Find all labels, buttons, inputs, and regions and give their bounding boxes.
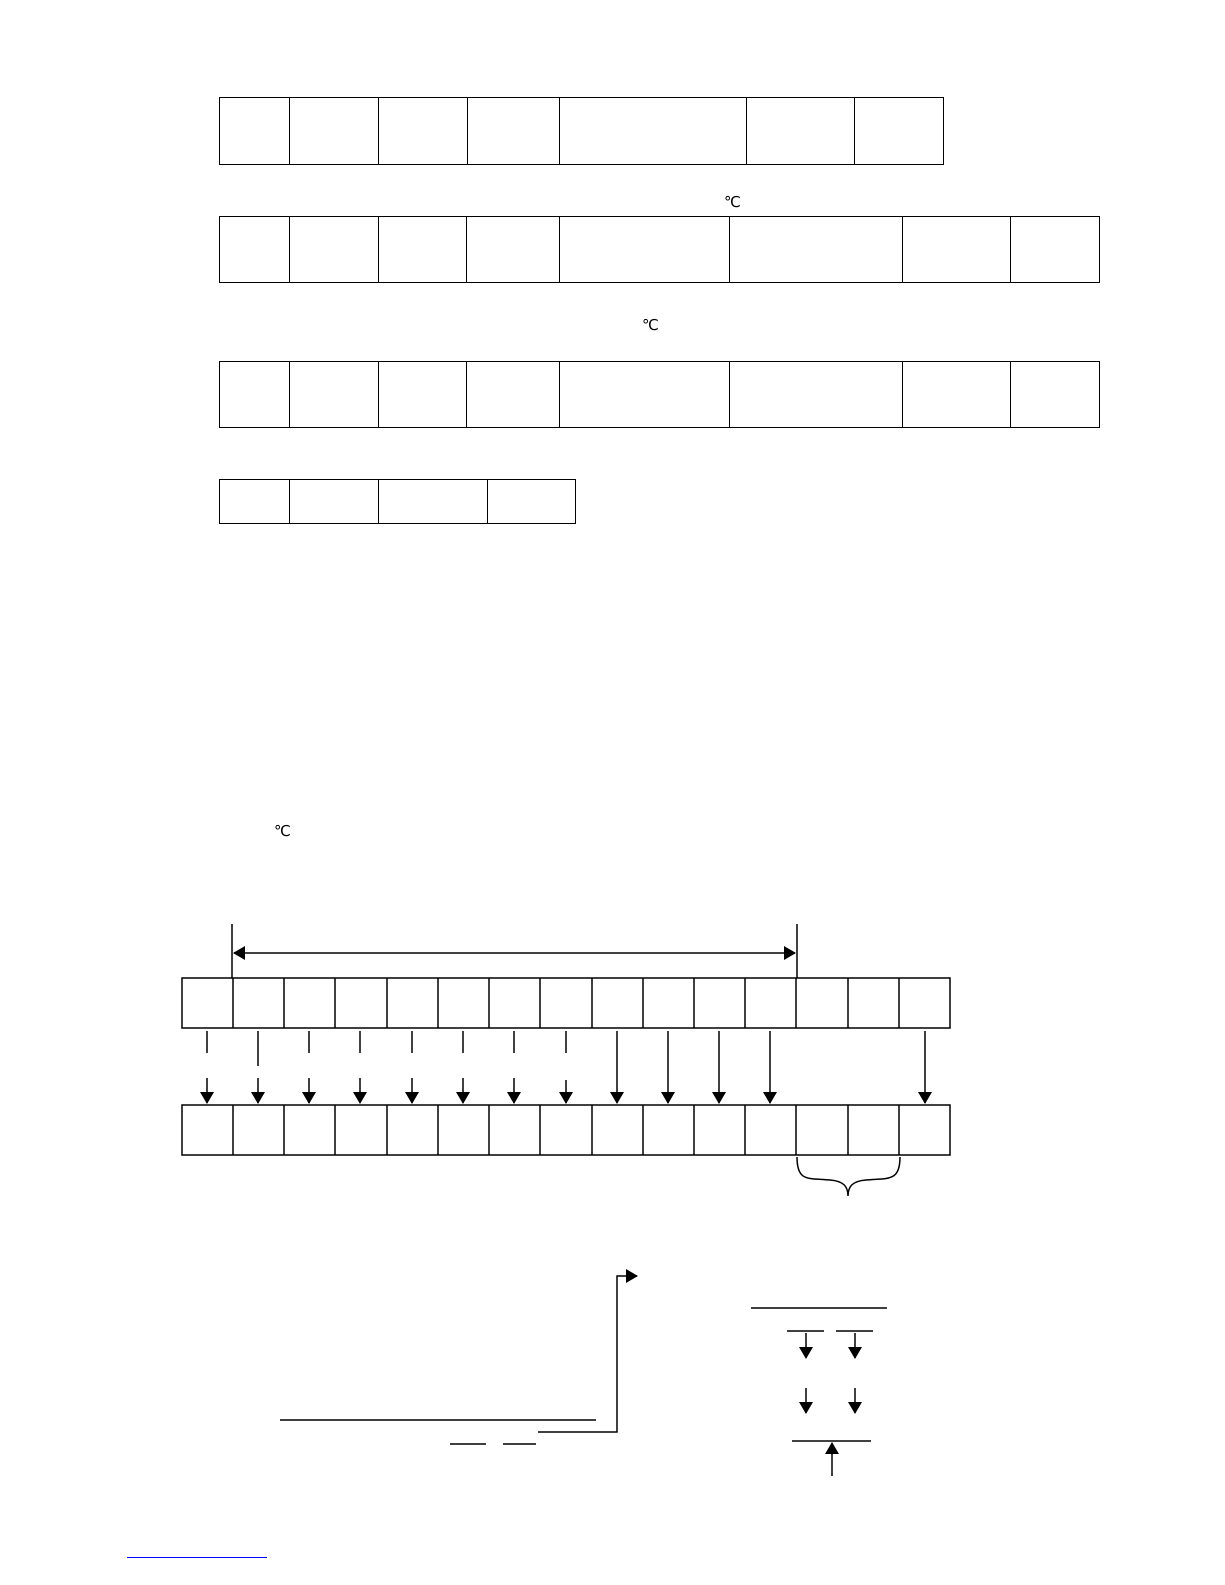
degree-symbol: ℃	[642, 316, 659, 334]
curly-brace	[797, 1157, 900, 1196]
degree-symbol: ℃	[274, 822, 291, 840]
long-arrows	[617, 1031, 925, 1103]
footer-link-underline[interactable]	[127, 1557, 267, 1558]
short-arrows	[207, 1031, 566, 1103]
top-bit-row	[182, 978, 950, 1028]
bottom-bit-row	[182, 1105, 950, 1155]
span-arrow	[232, 924, 797, 978]
degree-symbol: ℃	[724, 193, 741, 211]
left-formula-lines	[280, 1276, 637, 1444]
right-formula-lines	[751, 1308, 887, 1476]
